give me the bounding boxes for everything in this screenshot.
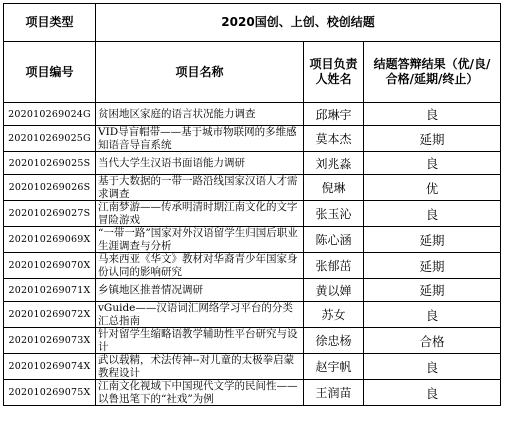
table-row [4, 328, 501, 354]
project-type-value: 2020国创、上创、校创结题 [96, 4, 501, 42]
project-code: 202010269069X [4, 227, 96, 253]
defense-result: 延期 [364, 279, 501, 302]
table-row [4, 152, 501, 175]
project-type-row [4, 4, 501, 42]
project-code: 202010269026S [4, 175, 96, 201]
defense-result: 良 [364, 201, 501, 227]
project-leader: 徐忠杨 [304, 328, 364, 354]
project-name: 武以载精，术法传神--对儿童的太极拳启蒙教程设计 [96, 354, 304, 380]
project-code: 202010269075X [4, 380, 96, 406]
project-leader: 陈心涵 [304, 227, 364, 253]
project-name: 当代大学生汉语书面语能力调研 [96, 152, 304, 175]
table-row [4, 302, 501, 328]
project-leader: 苏女 [304, 302, 364, 328]
project-leader: 赵宇帆 [304, 354, 364, 380]
project-code: 202010269074X [4, 354, 96, 380]
project-name: 江南文化视域下中国现代文学的民间性——以鲁迅笔下的“社戏”为例 [96, 380, 304, 406]
project-name: vGuide——汉语词汇网络学习平台的分类汇总指南 [96, 302, 304, 328]
defense-result: 延期 [364, 253, 501, 279]
project-name: 针对留学生缩略语教学辅助性平台研究与设计 [96, 328, 304, 354]
table-row [4, 354, 501, 380]
project-code: 202010269073X [4, 328, 96, 354]
project-code: 202010269025S [4, 152, 96, 175]
column-header-code: 项目编号 [4, 42, 96, 103]
project-leader: 刘兆淼 [304, 152, 364, 175]
defense-result: 优 [364, 175, 501, 201]
project-name: “一带一路”国家对外汉语留学生归国后职业生涯调查与分析 [96, 227, 304, 253]
project-leader: 黄以婵 [304, 279, 364, 302]
table-row [4, 103, 501, 126]
project-name: VID导盲帽带——基于城市物联网的多维感知语音导盲系统 [96, 126, 304, 152]
table-row [4, 175, 501, 201]
defense-result: 良 [364, 302, 501, 328]
project-type-label: 项目类型 [4, 4, 96, 42]
column-header-result: 结题答辩结果（优/良/合格/延期/终止） [364, 42, 501, 103]
project-name: 乡镇地区推普情况调研 [96, 279, 304, 302]
column-header-row [4, 42, 501, 103]
defense-result: 合格 [364, 328, 501, 354]
project-code: 202010269024G [4, 103, 96, 126]
results-sheet [3, 3, 501, 406]
table-row [4, 227, 501, 253]
project-leader: 张玉沁 [304, 201, 364, 227]
table-row [4, 253, 501, 279]
project-leader: 王润苗 [304, 380, 364, 406]
project-name: 贫困地区家庭的语言状况能力调查 [96, 103, 304, 126]
project-code: 202010269025G [4, 126, 96, 152]
defense-result: 良 [364, 152, 501, 175]
project-code: 202010269071X [4, 279, 96, 302]
results-table [3, 3, 501, 406]
project-leader: 邱琳宇 [304, 103, 364, 126]
project-code: 202010269072X [4, 302, 96, 328]
defense-result: 良 [364, 380, 501, 406]
project-code: 202010269070X [4, 253, 96, 279]
defense-result: 延期 [364, 227, 501, 253]
table-row [4, 279, 501, 302]
project-code: 202010269027S [4, 201, 96, 227]
project-name: 基于大数据的一带一路沿线国家汉语人才需求调查 [96, 175, 304, 201]
column-header-person: 项目负责人姓名 [304, 42, 364, 103]
column-header-name: 项目名称 [96, 42, 304, 103]
project-name: 马来西亚《华文》教材对华裔青少年国家身份认同的影响研究 [96, 253, 304, 279]
project-leader: 张郁茁 [304, 253, 364, 279]
project-leader: 莫本杰 [304, 126, 364, 152]
table-row [4, 380, 501, 406]
table-row [4, 201, 501, 227]
project-name: 江南梦游——传承明清时期江南文化的文字冒险游戏 [96, 201, 304, 227]
defense-result: 延期 [364, 126, 501, 152]
table-row [4, 126, 501, 152]
project-leader: 倪琳 [304, 175, 364, 201]
defense-result: 良 [364, 103, 501, 126]
defense-result: 良 [364, 354, 501, 380]
